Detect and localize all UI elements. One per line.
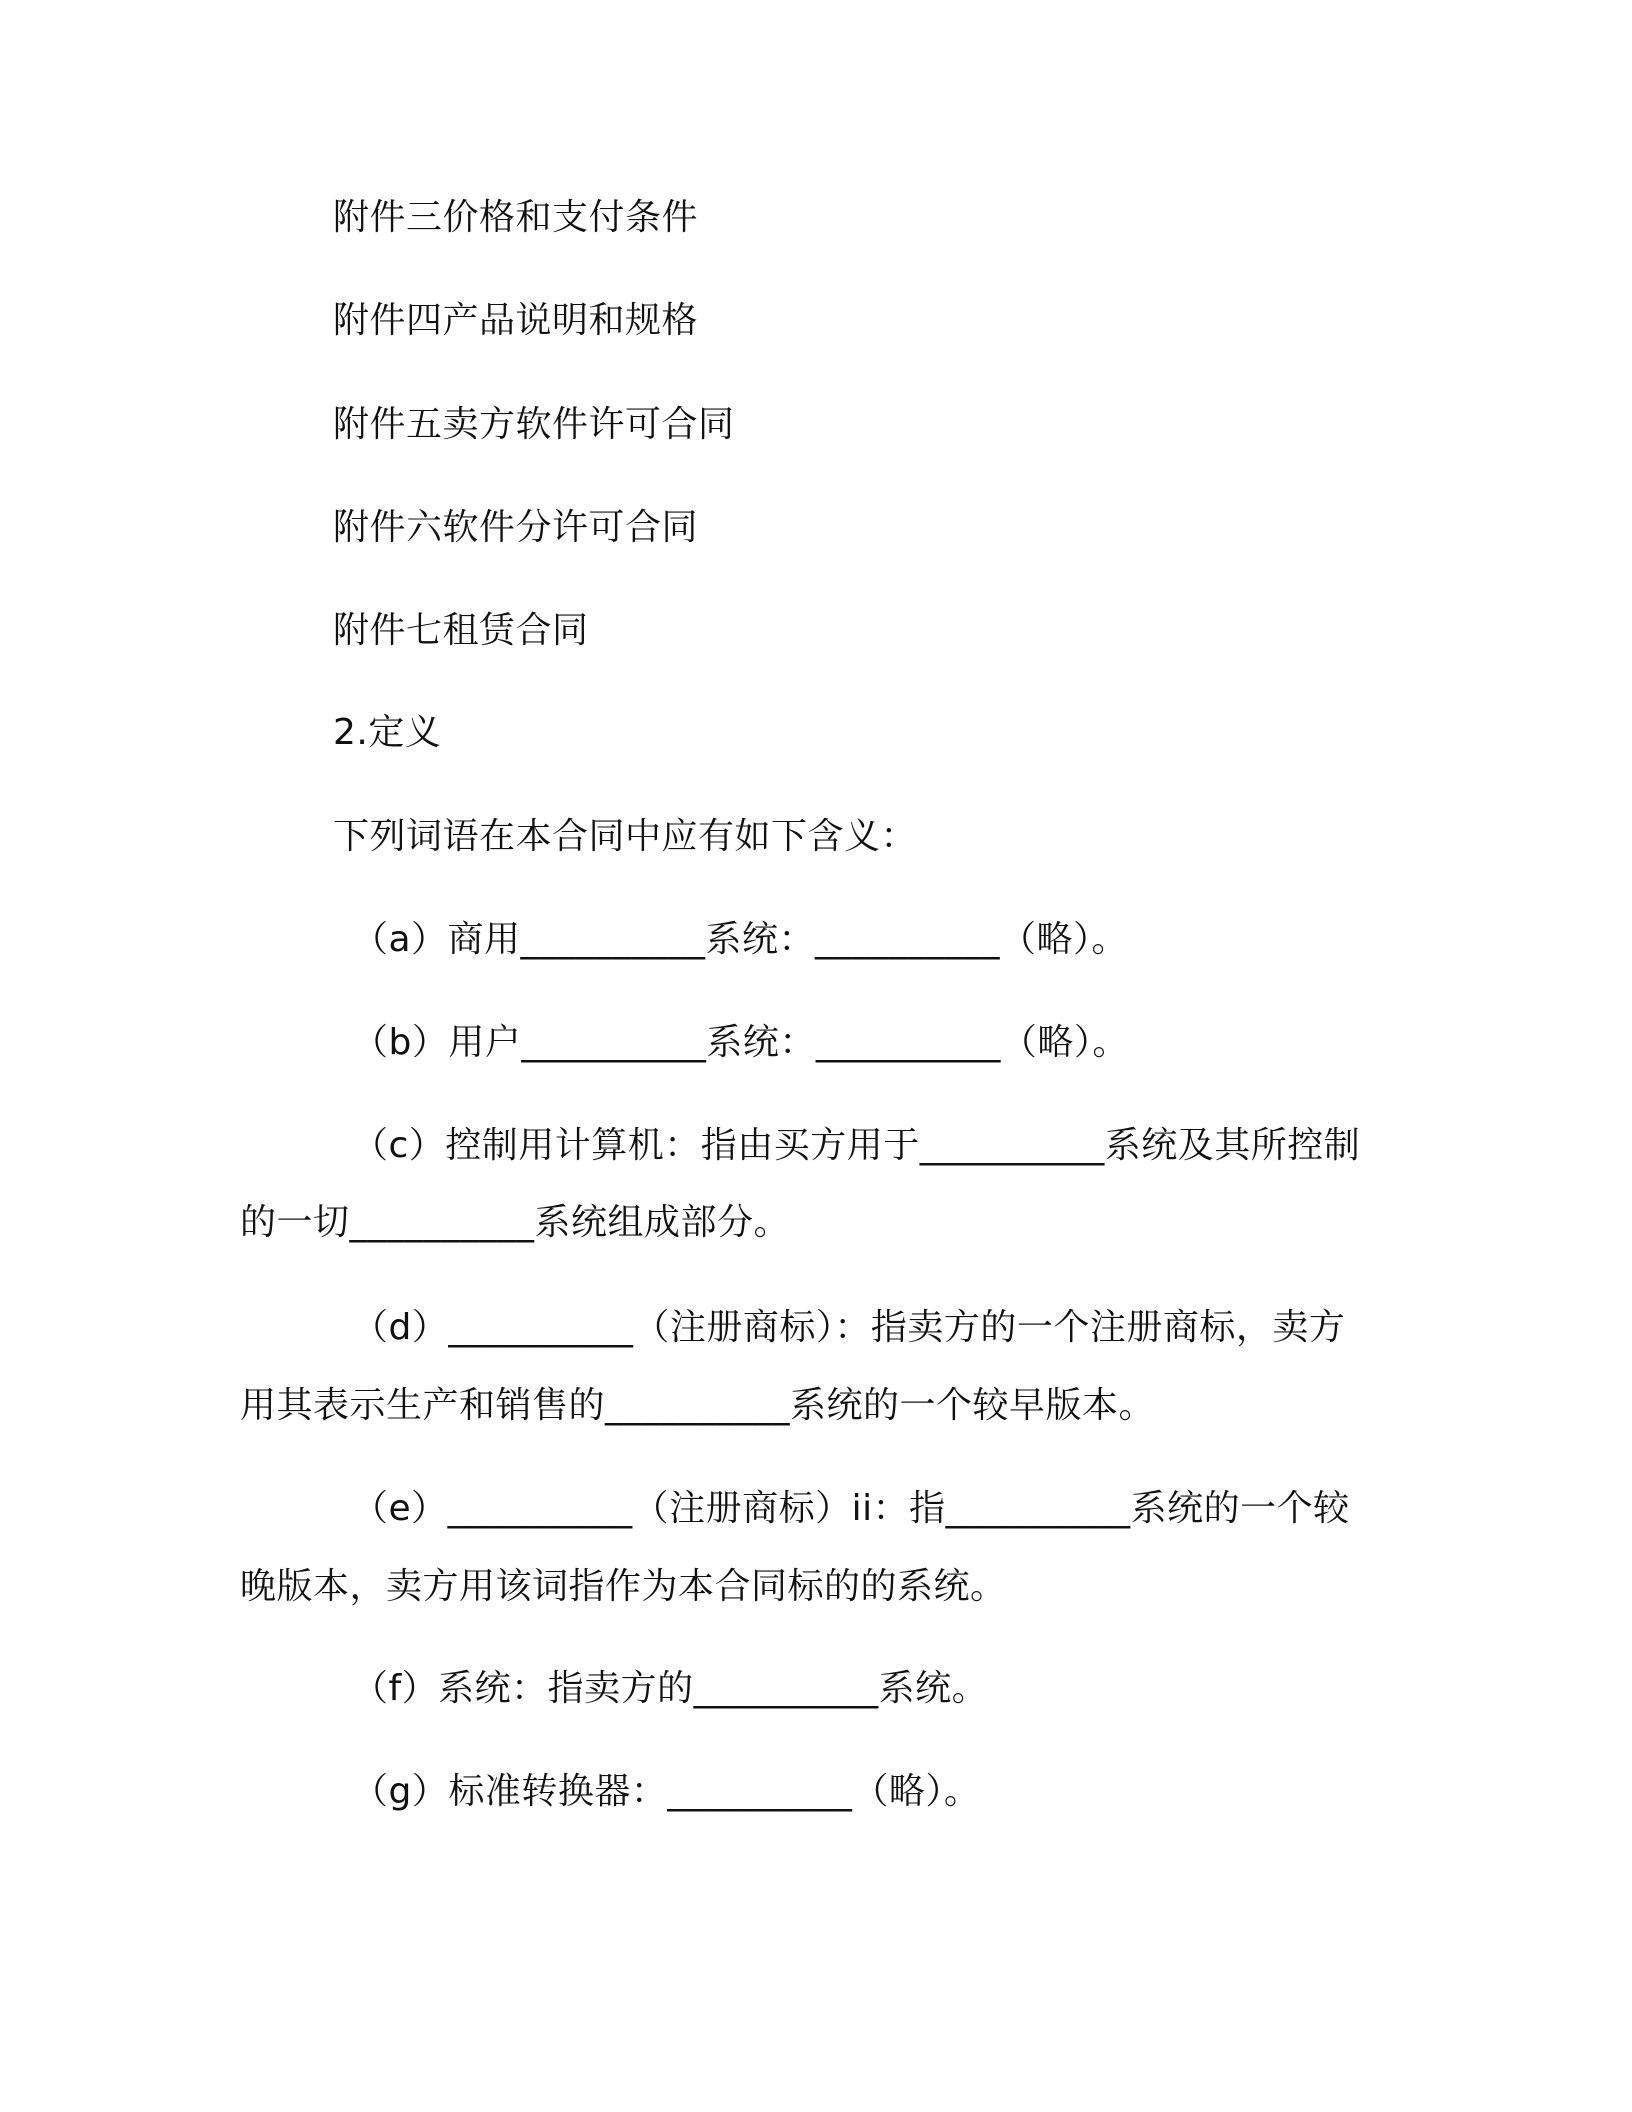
annex-7-line: 附件七租赁合同 <box>333 610 589 651</box>
definition-b: （b）用户__________系统：__________（略）。 <box>352 1022 1129 1063</box>
definition-d-line1: （d）__________（注册商标）：指卖方的一个注册商标，卖方 <box>352 1307 1346 1348</box>
definition-g: （g）标准转换器：__________（略）。 <box>352 1771 981 1812</box>
definitions-intro: 下列词语在本合同中应有如下含义： <box>333 816 918 857</box>
annex-6-line: 附件六软件分许可合同 <box>333 507 699 548</box>
annex-3-line: 附件三价格和支付条件 <box>333 197 699 238</box>
definition-e-line1: （e）__________（注册商标）ii：指__________系统的一个较 <box>352 1488 1350 1529</box>
definition-c-line1: （c）控制用计算机：指由买方用于__________系统及其所控制 <box>352 1125 1361 1166</box>
definition-e-line2: 晚版本，卖方用该词指作为本合同标的的系统。 <box>240 1566 1007 1607</box>
definition-c-line2: 的一切__________系统组成部分。 <box>240 1202 791 1243</box>
definition-f: （f）系统：指卖方的__________系统。 <box>352 1668 989 1709</box>
annex-5-line: 附件五卖方软件许可合同 <box>333 404 735 445</box>
section-heading-definitions: 2.定义 <box>333 712 442 753</box>
definition-d-line2: 用其表示生产和销售的__________系统的一个较早版本。 <box>240 1385 1156 1426</box>
definition-a: （a）商用__________系统：__________（略）。 <box>352 919 1129 960</box>
annex-4-line: 附件四产品说明和规格 <box>333 300 699 341</box>
